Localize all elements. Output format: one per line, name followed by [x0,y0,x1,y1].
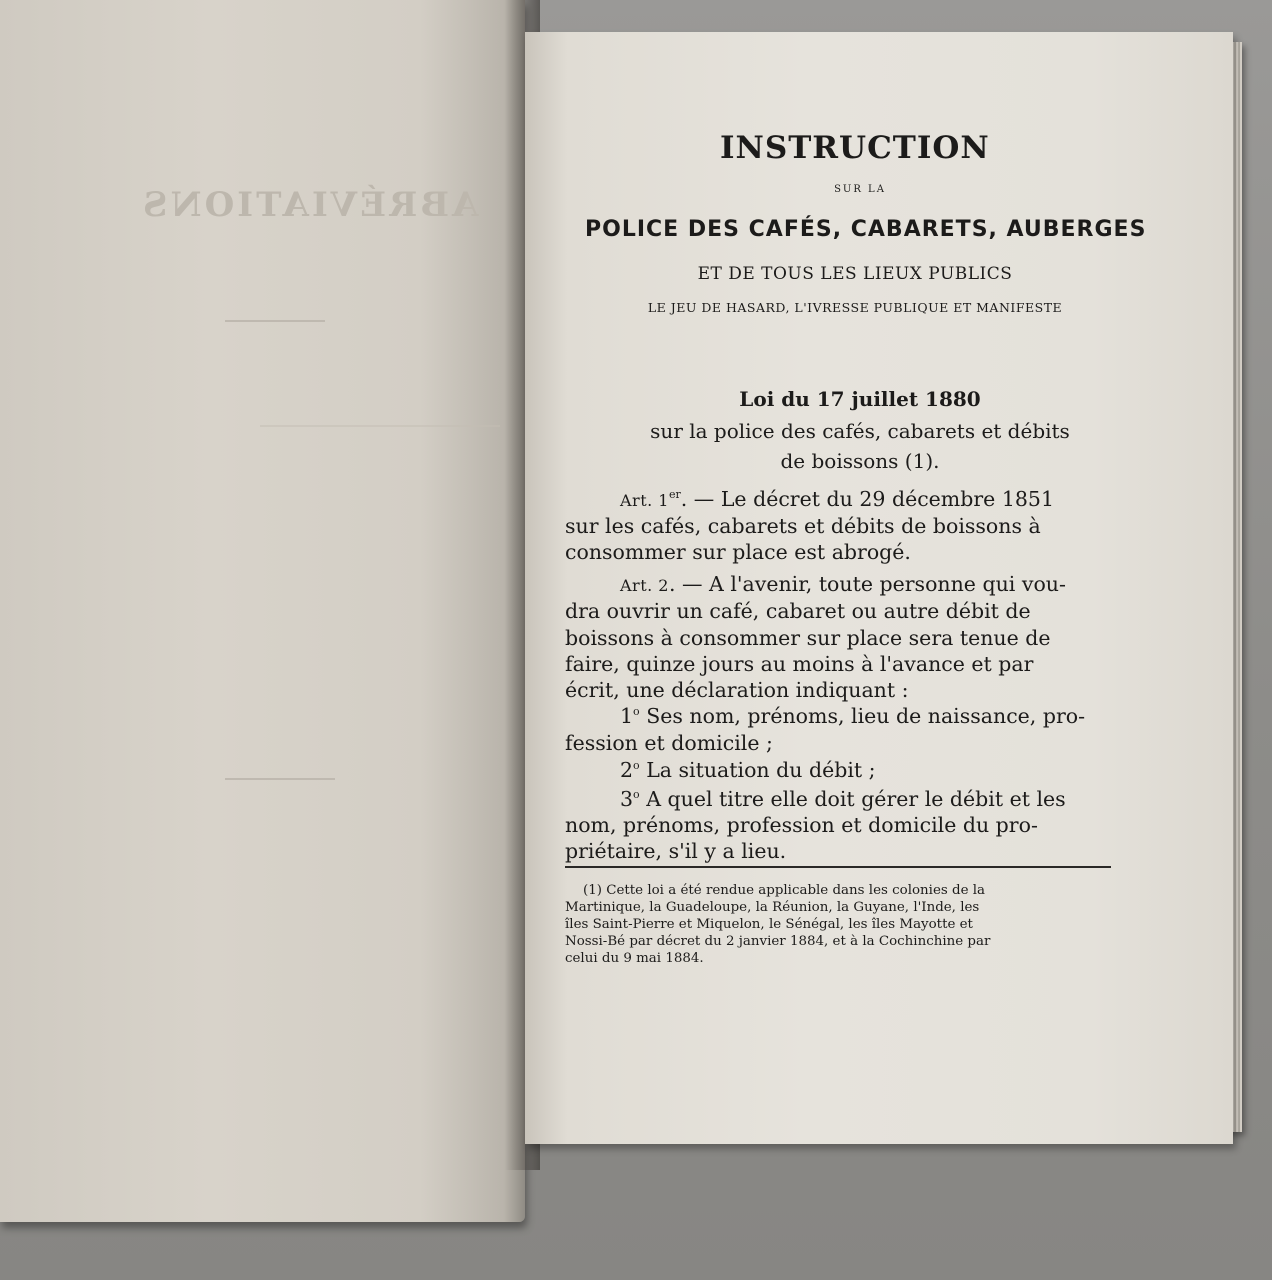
article-2-line-2: dra ouvrir un café, cabaret ou autre débit de [565,599,1031,623]
footnote [565,882,1111,967]
item-3-line-1 [620,787,1066,811]
article-2-text-1: . — A l'avenir, toute personne qui vou- [668,572,1066,596]
item-3-text-1: A quel titre elle doit gérer le débit et les [639,787,1066,811]
footnote-line-4: Nossi-Bé par décret du 2 janvier 1884, et à la Cochinchine par [565,934,991,949]
law-heading: Loi du 17 juillet 1880 [739,387,981,411]
left-page-ghost-rule [225,320,325,322]
subtitle-lieux-publics: ET DE TOUS LES LIEUX PUBLICS [697,264,1013,284]
article-2-line-3: boissons à consommer sur place sera tenue de [565,626,1051,650]
left-page-showthrough-title: ABRÉVIATIONS [140,185,479,225]
item-3-number: 3 [620,787,634,811]
item-1-number: 1 [620,704,634,728]
footnote-rule [565,866,1111,868]
item-2-text-1: La situation du débit ; [639,758,876,782]
left-page [0,0,525,1222]
subtitle-sur-la: SUR LA [834,184,886,195]
article-1-line-2: sur les cafés, cabarets et débits de boissons à [565,514,1041,538]
footnote-line-2: Martinique, la Guadeloupe, la Réunion, la Guyane, l'Inde, les [565,900,980,915]
item-3-degree: o [633,788,640,802]
item-1-degree: o [633,705,640,719]
footnote-line-5: celui du 9 mai 1884. [565,951,704,966]
article-2-line-4: faire, quinze jours au moins à l'avance et par [565,652,1034,676]
article-2-line-1 [620,572,1066,596]
item-2-line-1 [620,758,876,782]
item-3-line-2: nom, prénoms, profession et domicile du pro- [565,813,1038,837]
article-2-label: Art. 2 [620,576,669,595]
item-2-number: 2 [620,758,634,782]
left-page-ghost-text [260,425,500,445]
article-1-line-1 [620,487,1054,511]
article-1-label: Art. 1 [620,491,669,510]
article-1-text-1: . — Le décret du 29 décembre 1851 [680,487,1054,511]
article-2-line-5: écrit, une déclaration indiquant : [565,678,909,702]
item-3-line-3: priétaire, s'il y a lieu. [565,839,787,863]
law-subheading-line-2: de boissons (1). [780,449,940,473]
subtitle-police: POLICE DES CAFÉS, CABARETS, AUBERGES [585,217,1147,242]
law-subheading [605,416,1115,476]
left-page-ghost-rule-2 [225,778,335,780]
article-1-sup: er [668,488,681,502]
item-1-line-2: fession et domicile ; [565,731,773,755]
right-page [525,32,1233,1144]
item-2-degree: o [633,759,640,773]
page-title: INSTRUCTION [720,130,990,166]
article-1-line-3: consommer sur place est abrogé. [565,540,911,564]
item-1-text-1: Ses nom, prénoms, lieu de naissance, pro- [639,704,1086,728]
law-subheading-line-1: sur la police des cafés, cabarets et débits [650,419,1070,443]
subtitle-jeu-de-hasard: LE JEU DE HASARD, L'IVRESSE PUBLIQUE ET MANIFESTE [647,300,1063,315]
footnote-line-1: (1) Cette loi a été rendue applicable dans les colonies de la [583,883,986,898]
footnote-line-3: îles Saint-Pierre et Miquelon, le Sénégal, les îles Mayotte et [565,917,973,932]
item-1-line-1 [620,704,1085,728]
